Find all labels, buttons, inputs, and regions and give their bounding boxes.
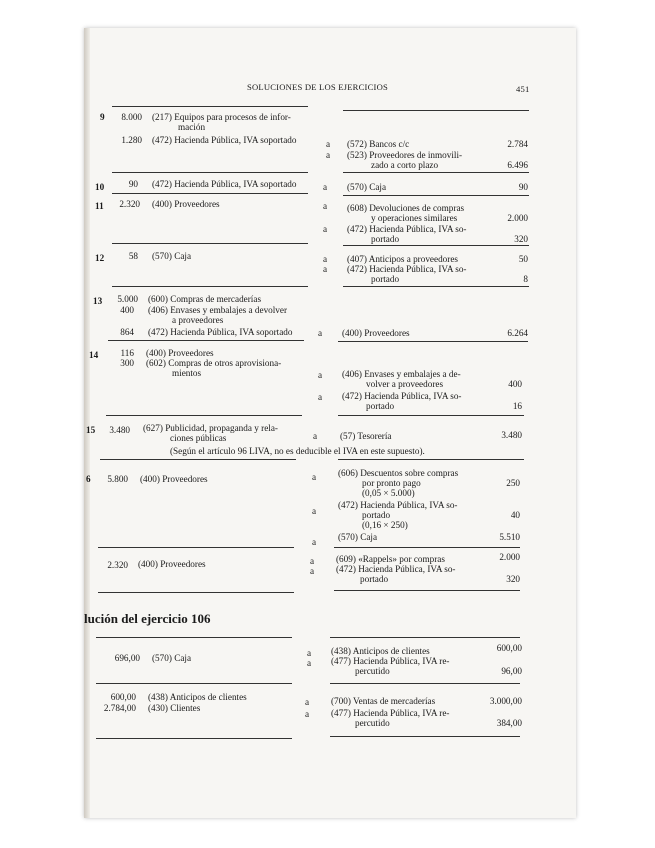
debit-amount: 400 — [120, 305, 134, 315]
rule — [330, 736, 520, 737]
rule — [96, 637, 292, 638]
debit-amount: 696,00 — [114, 653, 140, 663]
rule — [108, 340, 304, 341]
rule — [112, 193, 308, 194]
exercise-number: 10 — [95, 182, 105, 192]
exercise-number: 14 — [89, 350, 99, 360]
credit-amount: 2.784 — [507, 139, 528, 149]
debit-amount: 90 — [128, 179, 138, 189]
credit-account: (472) Hacienda Pública, IVA so- — [336, 564, 456, 574]
debit-account: (438) Anticipos de clientes — [148, 692, 247, 702]
exercise-number: 9 — [100, 112, 105, 122]
a-connector: a — [323, 182, 328, 192]
debit-account: (406) Envases y embalajes a devolver — [148, 305, 288, 315]
credit-amount: 5.510 — [499, 532, 520, 542]
debit-account: (400) Proveedores — [140, 474, 208, 484]
credit-amount: 6.496 — [507, 160, 528, 170]
credit-amount: 90 — [518, 182, 528, 192]
exercise-number: 15 — [86, 425, 96, 435]
credit-amount: 3.480 — [501, 430, 522, 440]
debit-account: (430) Clientes — [148, 703, 201, 713]
credit-amount: 250 — [506, 478, 520, 488]
a-connector: a — [312, 506, 317, 516]
rule — [334, 590, 520, 591]
rule — [338, 341, 528, 342]
page-number: 451 — [516, 84, 530, 94]
a-connector: a — [323, 224, 328, 234]
credit-account: (570) Caja — [338, 532, 378, 542]
credit-amount: 2.000 — [499, 552, 520, 562]
a-connector: a — [318, 392, 323, 402]
debit-account: (400) Proveedores — [152, 199, 220, 209]
a-connector: a — [326, 139, 331, 149]
credit-account: (608) Devoluciones de compras — [347, 203, 465, 213]
credit-account-cont: zado a corto plazo — [371, 160, 439, 170]
a-connector: a — [307, 648, 312, 658]
credit-account-cont: portado — [371, 234, 400, 244]
credit-account: (606) Descuentos sobre compras — [338, 468, 459, 478]
credit-amount: 2.000 — [507, 213, 528, 223]
credit-account: (406) Envases y embalajes a de- — [342, 369, 461, 379]
debit-amount: 5.000 — [117, 294, 138, 304]
debit-account: (472) Hacienda Pública, IVA soportado — [152, 135, 297, 145]
debit-amount: 600,00 — [110, 692, 136, 702]
credit-amount: 6.264 — [507, 328, 528, 338]
a-connector: a — [307, 658, 312, 668]
credit-account-cont: (0,05 × 5.000) — [362, 488, 415, 498]
debit-account: (472) Hacienda Pública, IVA soportado — [148, 327, 293, 337]
debit-amount: 58 — [128, 251, 138, 261]
credit-amount: 400 — [508, 379, 522, 389]
debit-amount: 3.480 — [109, 425, 130, 435]
exercise-number: 13 — [93, 296, 103, 306]
credit-account: (570) Caja — [347, 182, 387, 192]
credit-amount: 320 — [514, 234, 528, 244]
debit-account: (600) Compras de mercaderías — [148, 294, 262, 304]
a-connector: a — [323, 254, 328, 264]
a-connector: a — [326, 150, 331, 160]
credit-account-cont: portado — [362, 510, 391, 520]
credit-account: (407) Anticipos a proveedores — [347, 254, 458, 264]
exercise-number: 6 — [86, 474, 91, 484]
debit-account-cont: a proveedores — [172, 315, 224, 325]
debit-account: (570) Caja — [152, 653, 192, 663]
credit-account: (472) Hacienda Pública, IVA so- — [338, 500, 458, 510]
rule — [330, 683, 520, 684]
rule — [338, 459, 524, 460]
debit-amount: 300 — [120, 358, 134, 368]
rule — [338, 415, 524, 416]
credit-account-cont: y operaciones similares — [371, 213, 458, 223]
rule — [334, 547, 520, 548]
credit-account: (477) Hacienda Pública, IVA re- — [331, 708, 450, 718]
debit-account-cont: ciones públicas — [170, 433, 227, 443]
credit-amount: 16 — [512, 401, 522, 411]
a-connector: a — [318, 370, 323, 380]
rule — [100, 459, 296, 460]
credit-account: (572) Bancos c/c — [347, 139, 410, 149]
a-connector: a — [323, 201, 328, 211]
credit-account: (57) Tesorería — [340, 431, 392, 441]
debit-amount: 1.280 — [121, 135, 142, 145]
debit-account: (602) Compras de otros aprovisiona- — [146, 358, 282, 368]
credit-account: (609) «Rappels» por compras — [336, 554, 445, 564]
credit-account-cont: portado — [360, 574, 389, 584]
section-heading: lución del ejercicio 106 — [84, 611, 211, 626]
debit-amount: 8.000 — [121, 112, 142, 122]
credit-amount: 320 — [506, 574, 520, 584]
credit-account-cont: percutido — [355, 718, 390, 728]
debit-amount: 2.784,00 — [103, 703, 136, 713]
rule — [343, 172, 529, 173]
credit-account-cont: por pronto pago — [362, 478, 421, 488]
a-connector: a — [323, 264, 328, 274]
a-connector: a — [312, 537, 317, 547]
debit-amount: 116 — [120, 348, 134, 358]
debit-account: (217) Equipos para procesos de infor- — [152, 112, 291, 122]
debit-account: (472) Hacienda Pública, IVA soportado — [152, 179, 297, 189]
credit-account: (472) Hacienda Pública, IVA so- — [342, 391, 462, 401]
credit-amount: 50 — [518, 254, 528, 264]
debit-account: (400) Proveedores — [146, 348, 214, 358]
note: (Según el artículo 96 LIVA, no es deducible el IVA en este supuesto). — [170, 446, 425, 456]
credit-account-cont: volver a proveedores — [366, 379, 444, 389]
credit-amount: 384,00 — [496, 718, 522, 728]
a-connector: a — [310, 566, 315, 576]
credit-account: (700) Ventas de mercaderías — [331, 696, 436, 706]
credit-account: (400) Proveedores — [342, 328, 410, 338]
credit-amount: 600,00 — [496, 643, 522, 653]
credit-amount: 3.000,00 — [489, 696, 522, 706]
rule — [112, 286, 308, 287]
credit-amount: 96,00 — [501, 666, 522, 676]
a-connector: a — [305, 709, 310, 719]
credit-account-cont: percutido — [355, 666, 390, 676]
debit-account-cont: mientos — [172, 368, 202, 378]
debit-amount: 864 — [120, 327, 134, 337]
debit-amount: 5.800 — [107, 474, 128, 484]
rule — [98, 592, 294, 593]
credit-account: (523) Proveedores de inmovili- — [347, 150, 463, 160]
rule — [330, 637, 520, 638]
rule — [106, 415, 302, 416]
credit-account-cont: portado — [371, 274, 400, 284]
a-connector: a — [313, 431, 318, 441]
debit-account: (400) Proveedores — [138, 559, 206, 569]
a-connector: a — [318, 328, 323, 338]
a-connector: a — [310, 556, 315, 566]
debit-amount: 2.320 — [119, 199, 140, 209]
credit-amount: 8 — [523, 274, 528, 284]
exercise-number: 12 — [95, 253, 105, 263]
rule — [98, 547, 294, 548]
credit-account-cont: (0,16 × 250) — [362, 520, 408, 530]
a-connector: a — [305, 697, 310, 707]
rule — [96, 683, 292, 684]
debit-amount: 2.320 — [107, 560, 128, 570]
rule — [112, 243, 308, 244]
rule — [343, 195, 529, 196]
credit-amount: 40 — [510, 510, 520, 520]
rule — [112, 172, 308, 173]
debit-account-cont: mación — [178, 122, 206, 132]
credit-account-cont: portado — [366, 401, 395, 411]
rule — [343, 245, 529, 246]
running-header: SOLUCIONES DE LOS EJERCICIOS — [247, 82, 388, 92]
debit-account: (627) Publicidad, propaganda y rela- — [143, 423, 278, 433]
rule — [96, 738, 292, 739]
debit-account: (570) Caja — [152, 251, 192, 261]
credit-account: (438) Anticipos de clientes — [331, 646, 430, 656]
credit-account: (477) Hacienda Pública, IVA re- — [331, 656, 450, 666]
credit-account: (472) Hacienda Pública, IVA so- — [347, 264, 467, 274]
rule — [112, 106, 308, 107]
rule — [343, 110, 529, 111]
credit-account: (472) Hacienda Pública, IVA so- — [347, 224, 467, 234]
a-connector: a — [312, 472, 317, 482]
rule — [343, 286, 529, 287]
exercise-number: 11 — [95, 201, 104, 211]
